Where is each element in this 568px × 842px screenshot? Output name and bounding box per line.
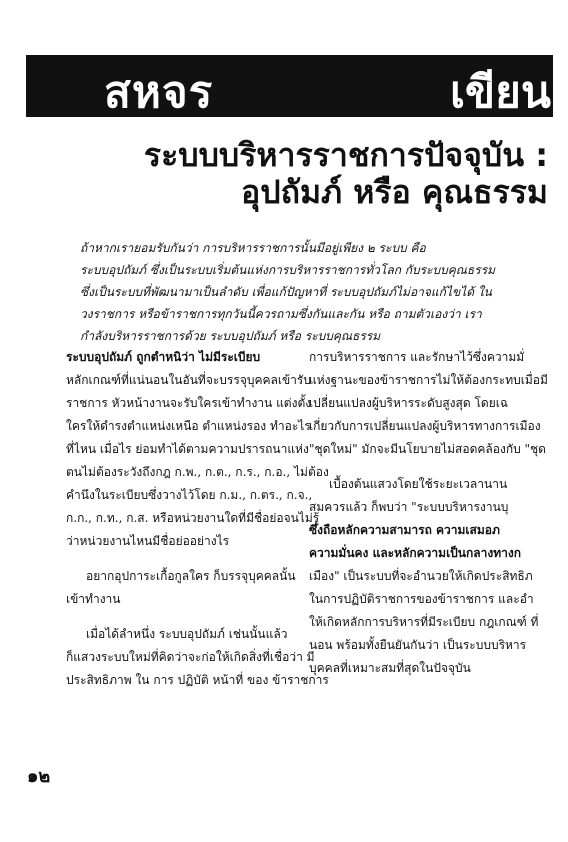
- text-line: คำนึงในระเบียบซึ่งวางไว้โดย ก.ม., ก.ตร., ก.จ.,: [66, 488, 313, 502]
- text-line: นอน พร้อมทั้งยืนยันกันว่า เป็นระบบบริหาร: [309, 638, 527, 652]
- text-line: ซึ่งถือหลักความสามารถ ความเสมอภ: [309, 523, 500, 537]
- text-line: ประสิทธิภาพ ใน การ ปฏิบัติ หน้าที่ ของ ข้าราชการ: [66, 673, 329, 687]
- intro-line: ซึ่งเป็นระบบที่พัฒนามาเป็นลำดับ เพื่อแก้ปัญหาที่ ระบบอุปถัมภ์ไม่อาจแก้ไขได้ ใน: [80, 285, 492, 299]
- text-line: บุคคลที่เหมาะสมที่สุดในปัจจุบัน: [309, 661, 471, 675]
- left-column: [66, 346, 329, 692]
- text-line: ความมั่นคง และหลักความเป็นกลางทางก: [309, 546, 521, 560]
- intro-paragraph: [80, 237, 545, 347]
- text-line: หลักเกณฑ์ที่แน่นอนในอันที่จะบรรจุบุคคลเข้ารับ: [66, 373, 311, 387]
- intro-line: ระบบอุปถัมภ์ ซึ่งเป็นระบบเริ่มต้นแห่งการบริหารราชการทั่วโลก กับระบบคุณธรรม: [80, 263, 496, 277]
- text-line: ที่ไหน เมื่อไร ย่อมทำได้ตามความปรารถนาแห่ง: [66, 442, 309, 456]
- text-line: ใครให้ดำรงตำแหน่งเหนือ ตำแหน่งรอง ทำอะไร: [66, 419, 311, 433]
- text-line: เข้าทำงาน: [66, 592, 121, 606]
- text-line: ราชการ หัวหน้างานจะรับใครเข้าทำงาน แต่งตั้ง: [66, 396, 312, 410]
- text-line: แห่งฐานะของข้าราชการไม่ให้ต้องกระทบเมื่อมี: [309, 373, 548, 387]
- header-left-word: สหจร: [104, 67, 214, 118]
- text-line: ให้เกิดหลักการบริหารที่มีระเบียบ กฎเกณฑ์ ที่: [309, 615, 539, 629]
- text-line: เมื่อได้ลำหนึ่ง ระบบอุปถัมภ์ เช่นนั้นแล้ว: [86, 627, 288, 641]
- article-title-line2: อุปถัมภ์ หรือ คุณธรรม: [241, 173, 548, 211]
- article-title-line1: ระบบบริหารราชการปัจจุบัน :: [143, 136, 548, 174]
- text-line: อยากอุปการะเกื้อกูลใคร ก็บรรจุบุคคลนั้น: [86, 569, 296, 583]
- right-column: [309, 346, 568, 680]
- text-line: ว่าหน่วยงานไหนมีชื่อย่ออย่างไร: [66, 534, 230, 548]
- text-line: เกี่ยวกับการเปลี่ยนแปลงผู้บริหารทางการเมือง: [309, 419, 541, 433]
- intro-line: ถ้าหากเรายอมรับกันว่า การบริหารราชการนั้นมีอยู่เพียง ๒ ระบบ คือ: [80, 241, 426, 255]
- text-line: ตนไม่ต้องระวังถึงกฎ ก.พ., ก.ต., ก.ร., ก.อ., ไม่ต้อง: [66, 465, 329, 479]
- intro-line: กำลังบริหารราชการด้วย ระบบอุปถัมภ์ หรือ ระบบคุณธรรม: [80, 329, 381, 343]
- text-line: การบริหารราชการ และรักษาไว้ซึ่งความมั่: [309, 350, 525, 364]
- text-line: ระบบอุปถัมภ์ ถูกตำหนิว่า ไม่มีระเบียบ: [66, 350, 261, 364]
- page-number: ๑๒: [27, 766, 51, 787]
- text-line: ก็แสวงระบบใหม่ที่คิดว่าจะก่อให้เกิดสิ่งที่เชื่อว่า มี: [66, 650, 315, 664]
- text-line: เมือง" เป็นระบบที่จะอำนวยให้เกิดประสิทธิภ: [309, 569, 533, 583]
- text-line: ในการปฏิบัติราชการของข้าราชการ และอำ: [309, 592, 534, 606]
- text-line: ก.ก., ก.ท., ก.ส. หรือหน่วยงานใดที่มีชื่อย่อจนไม่รู้: [66, 511, 320, 525]
- text-line: "ชุดใหม่" มักจะมีนโยบายไม่สอดคล้องกับ "ชุด: [309, 442, 546, 456]
- text-line: เบื้องต้นแสวงโดยใช้ระยะเวลานาน: [329, 477, 508, 491]
- header-banner: [26, 55, 553, 117]
- intro-line: วงราชการ หรือข้าราชการทุกวันนี้ควรถามซึ่งกันและกัน หรือ ถามตัวเองว่า เรา: [80, 307, 482, 321]
- header-right-word: เขียน: [450, 67, 551, 118]
- text-line: สมควรแล้ว ก็พบว่า "ระบบบริหารงานบุ: [309, 500, 509, 514]
- text-line: เปลี่ยนแปลงผู้บริหารระดับสูงสุด โดยเฉ: [309, 396, 509, 410]
